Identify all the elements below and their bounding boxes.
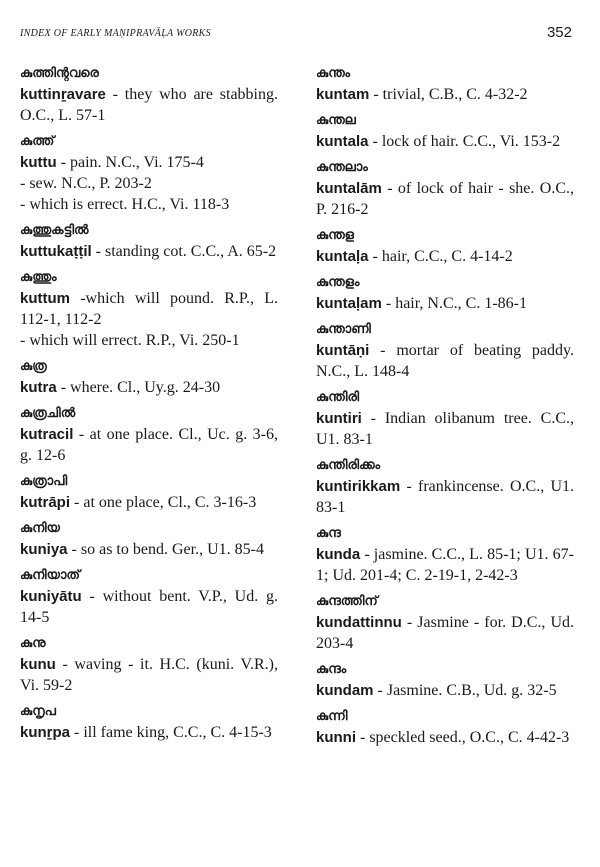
transliterated-headword: kuttukaṭṭil bbox=[20, 243, 92, 260]
entry-definition bbox=[316, 246, 574, 267]
dictionary-entry bbox=[316, 388, 574, 450]
transliterated-headword: kuntirikkam bbox=[316, 478, 401, 495]
transliterated-headword: kuntalām bbox=[316, 180, 382, 197]
transliterated-headword: kunda bbox=[316, 546, 361, 563]
entry-definition bbox=[316, 178, 574, 220]
definition-text: - standing cot. C.C., A. 65-2 bbox=[91, 243, 277, 260]
transliterated-headword: kuntiri bbox=[316, 410, 362, 427]
definition-text: - ill fame king, C.C., C. 4-15-3 bbox=[70, 724, 272, 741]
definition-text: - of lock of hair - she. O.C., P. 216-2 bbox=[316, 180, 574, 218]
malayalam-headword: കുത്ത് bbox=[20, 134, 55, 149]
entry-definition bbox=[20, 586, 278, 628]
malayalam-headword: കുനിയാത് bbox=[20, 568, 81, 583]
dictionary-entry bbox=[316, 320, 574, 382]
transliterated-headword: kundam bbox=[316, 682, 374, 699]
dictionary-entry bbox=[20, 132, 278, 215]
dictionary-entry bbox=[316, 707, 574, 748]
dictionary-entry bbox=[316, 524, 574, 586]
page-header bbox=[20, 24, 572, 44]
dictionary-entry bbox=[20, 566, 278, 628]
malayalam-headword: കുന്നി bbox=[316, 709, 348, 724]
malayalam-headword: കുന്തം bbox=[316, 66, 351, 81]
definition-text: - lock of hair. C.C., Vi. 153-2 bbox=[368, 133, 561, 150]
entry-definition bbox=[316, 131, 574, 152]
malayalam-headword: കുത്രാപി bbox=[20, 474, 68, 489]
dictionary-entry bbox=[316, 660, 574, 701]
entry-definition bbox=[20, 722, 278, 743]
transliterated-headword: kuniya bbox=[20, 541, 68, 558]
entry-definition bbox=[20, 288, 278, 351]
malayalam-headword: കുന്ദ bbox=[316, 526, 341, 541]
malayalam-headword: കുന്തിരി bbox=[316, 390, 360, 405]
entry-definition bbox=[316, 680, 574, 701]
transliterated-headword: kuntam bbox=[316, 86, 370, 103]
transliterated-headword: kutrāpi bbox=[20, 494, 71, 511]
malayalam-headword: കുന്താണി bbox=[316, 322, 371, 337]
page-number: 352 bbox=[546, 24, 572, 41]
malayalam-headword: കുനു bbox=[20, 636, 46, 651]
entry-definition bbox=[20, 424, 278, 466]
definition-text: - speckled seed., O.C., C. 4-42-3 bbox=[356, 729, 570, 746]
entry-definition bbox=[20, 377, 278, 398]
dictionary-entry bbox=[20, 221, 278, 262]
definition-text: - without bent. V.P., Ud. g. 14-5 bbox=[20, 588, 278, 626]
entry-definition bbox=[20, 84, 278, 126]
dictionary-entry bbox=[316, 226, 574, 267]
dictionary-entry bbox=[20, 519, 278, 560]
entry-definition bbox=[316, 612, 574, 654]
definition-text: - Indian olibanum tree. C.C., U1. 83-1 bbox=[316, 410, 574, 448]
entry-definition bbox=[316, 84, 574, 105]
malayalam-headword: കുന്തള bbox=[316, 228, 354, 243]
definition-text: - where. Cl., Uy.g. 24-30 bbox=[56, 379, 221, 396]
malayalam-headword: കുന്തളം bbox=[316, 275, 360, 290]
dictionary-entry bbox=[316, 64, 574, 105]
dictionary-entry bbox=[20, 472, 278, 513]
entry-definition bbox=[316, 727, 574, 748]
malayalam-headword: കുത്തിന്റവരെ bbox=[20, 66, 99, 81]
definition-text: - at one place, Cl., C. 3-16-3 bbox=[70, 494, 257, 511]
dictionary-entry bbox=[316, 111, 574, 152]
entry-definition bbox=[20, 152, 278, 215]
transliterated-headword: kuniyātu bbox=[20, 588, 82, 605]
entry-definition bbox=[316, 544, 574, 586]
definition-text: - hair, N.C., C. 1-86-1 bbox=[381, 295, 527, 312]
transliterated-headword: kutracil bbox=[20, 426, 74, 443]
definition-text: - Jasmine - for. D.C., Ud. 203-4 bbox=[316, 614, 574, 652]
dictionary-entry bbox=[20, 357, 278, 398]
definition-text: - hair, C.C., C. 4-14-2 bbox=[368, 248, 513, 265]
entry-definition bbox=[20, 241, 278, 262]
transliterated-headword: kuntāṇi bbox=[316, 342, 370, 359]
dictionary-entry bbox=[316, 273, 574, 314]
definition-text: -which will pound. R.P., L. 112-1, 112-2 - which will errect. R.P., Vi. 250-1 bbox=[20, 290, 278, 349]
left-column bbox=[20, 64, 278, 749]
entry-definition bbox=[316, 340, 574, 382]
right-column bbox=[316, 64, 574, 754]
entry-definition bbox=[20, 654, 278, 696]
transliterated-headword: kuttinṟavare bbox=[20, 86, 106, 103]
dictionary-entry bbox=[20, 404, 278, 466]
transliterated-headword: kuntaḷam bbox=[316, 295, 382, 312]
transliterated-headword: kutra bbox=[20, 379, 57, 396]
definition-text: - at one place. Cl., Uc. g. 3-6, g. 12-6 bbox=[20, 426, 278, 464]
definition-text: - mortar of beating paddy. N.C., L. 148-4 bbox=[316, 342, 574, 380]
malayalam-headword: കുനൃപ bbox=[20, 704, 56, 719]
dictionary-entry bbox=[20, 64, 278, 126]
transliterated-headword: kuttu bbox=[20, 154, 57, 171]
malayalam-headword: കുത്തും bbox=[20, 270, 57, 285]
malayalam-headword: കുന്ദത്തിന് bbox=[316, 594, 378, 609]
transliterated-headword: kunu bbox=[20, 656, 56, 673]
malayalam-headword: കുനിയ bbox=[20, 521, 60, 536]
malayalam-headword: കുന്ദം bbox=[316, 662, 347, 677]
transliterated-headword: kuntaḷa bbox=[316, 248, 369, 265]
malayalam-headword: കുത്രചിൽ bbox=[20, 406, 76, 421]
definition-text: - trivial, C.B., C. 4-32-2 bbox=[369, 86, 528, 103]
entry-definition bbox=[316, 293, 574, 314]
dictionary-entry bbox=[20, 702, 278, 743]
transliterated-headword: kunni bbox=[316, 729, 356, 746]
entry-definition bbox=[316, 476, 574, 518]
entry-definition bbox=[316, 408, 574, 450]
transliterated-headword: kunṟpa bbox=[20, 724, 71, 741]
definition-text: - they who are stabbing. O.C., L. 57-1 bbox=[20, 86, 278, 124]
transliterated-headword: kundattinnu bbox=[316, 614, 402, 631]
dictionary-entry bbox=[316, 592, 574, 654]
definition-text: - Jasmine. C.B., Ud. g. 32-5 bbox=[373, 682, 557, 699]
malayalam-headword: കുന്തിരിക്കം bbox=[316, 458, 381, 473]
dictionary-entry bbox=[20, 268, 278, 351]
malayalam-headword: കുത്ര bbox=[20, 359, 47, 374]
dictionary-entry bbox=[316, 158, 574, 220]
transliterated-headword: kuttum bbox=[20, 290, 70, 307]
running-title: INDEX OF EARLY MAṆIPRAVĀḶA WORKS bbox=[20, 28, 211, 39]
entry-definition bbox=[20, 539, 278, 560]
dictionary-entry bbox=[20, 634, 278, 696]
transliterated-headword: kuntala bbox=[316, 133, 369, 150]
definition-text: - pain. N.C., Vi. 175-4 - sew. N.C., P. 203-2 - which is errect. H.C., Vi. 118-3 bbox=[20, 154, 230, 213]
malayalam-headword: കുത്തുകട്ടിൽ bbox=[20, 223, 89, 238]
malayalam-headword: കുന്തലാം bbox=[316, 160, 368, 175]
definition-text: - waving - it. H.C. (kuni. V.R.), Vi. 59-2 bbox=[20, 656, 278, 694]
definition-text: - frankincense. O.C., U1. 83-1 bbox=[316, 478, 574, 516]
definition-text: - so as to bend. Ger., U1. 85-4 bbox=[67, 541, 264, 558]
entry-definition bbox=[20, 492, 278, 513]
malayalam-headword: കുന്തല bbox=[316, 113, 356, 128]
definition-text: - jasmine. C.C., L. 85-1; U1. 67-1; Ud. 201-4; C. 2-19-1, 2-42-3 bbox=[316, 546, 574, 584]
dictionary-entry bbox=[316, 456, 574, 518]
